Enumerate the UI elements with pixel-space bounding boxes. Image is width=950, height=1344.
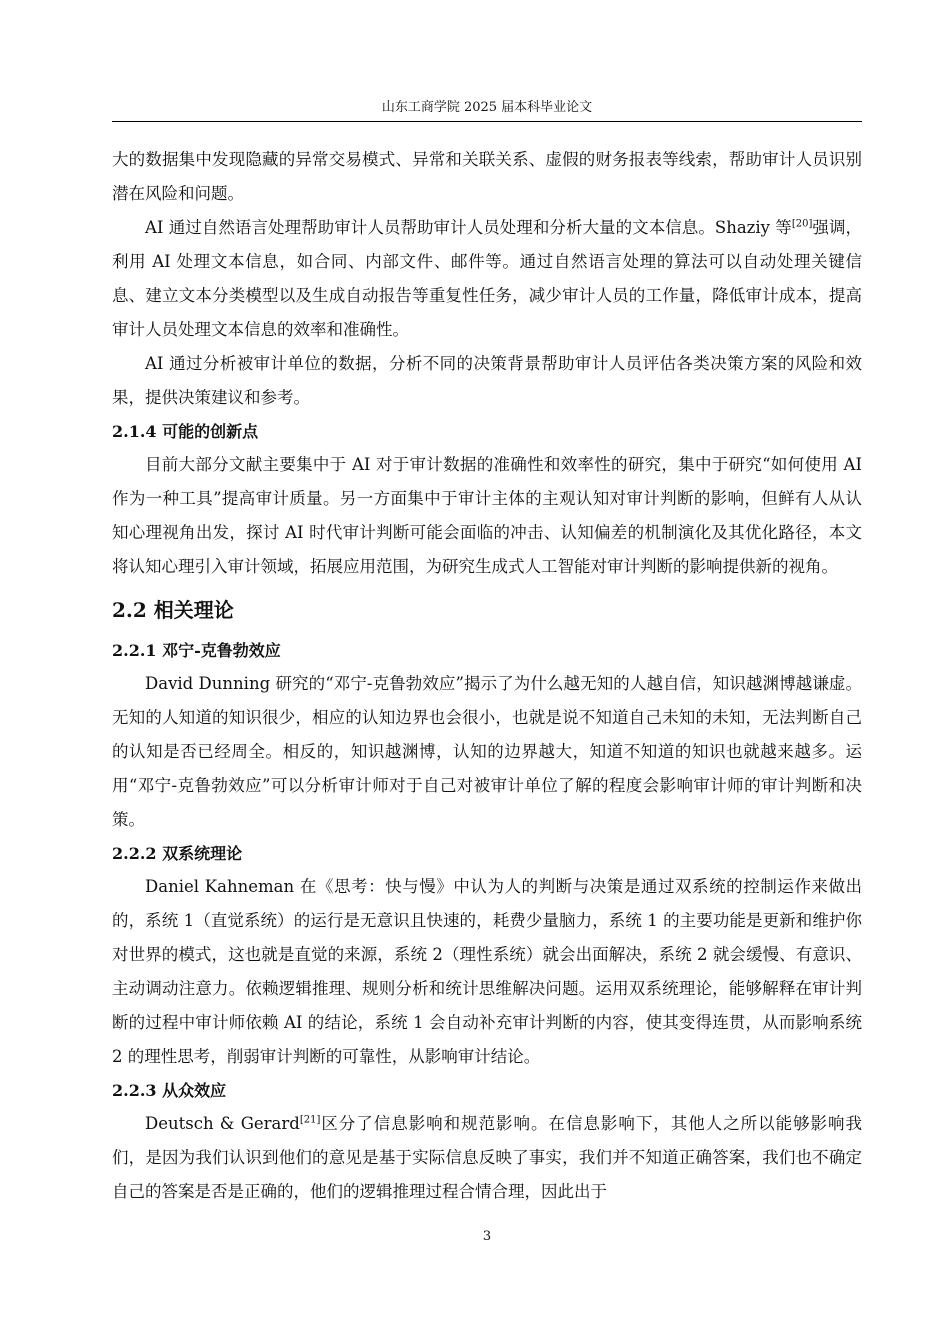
header-rule <box>112 121 862 122</box>
paragraph-decision: AI 通过分析被审计单位的数据，分析不同的决策背景帮助审计人员评估各类决策方案的风险和效果，提供决策建议和参考。 <box>112 354 862 407</box>
citation-21: [21] <box>299 1114 321 1126</box>
paragraph-nlp-text-b: 强调，利用 AI 处理文本信息，如合同、内部文件、邮件等。通过自然语言处理的算法可以自动处理关键信息、建立文本分类模型以及生成自动报告等重复性任务，减少审计人员的工作量，降低审计成本，提高审计人员处理文本信息的效率和准确性。 <box>112 218 863 339</box>
paragraph-continued: 大的数据集中发现隐藏的异常交易模式、异常和关联关系、虚假的财务报表等线索，帮助审计人员识别潜在风险和问题。 <box>112 150 862 203</box>
heading-2-1-4: 2.1.4 可能的创新点 <box>112 422 259 441</box>
heading-2-2-2: 2.2.2 双系统理论 <box>112 844 243 863</box>
paragraph-dunning-kruger: David Dunning 研究的“邓宁-克鲁勃效应”揭示了为什么越无知的人越自信，知识越渊博越谦虚。无知的人知道的知识很少，相应的认知边界也会很小，也就是说不知道自己未知的未知，无法判断自己的认知是否已经周全。相反的，知识越渊博，认知的边界越大，知道不知道的知识也就越来越多。运用“邓宁-克鲁勃效应”可以分析审计师对于自己对被审计单位了解的程度会影响审计师的审计判断和决策。 <box>112 674 862 829</box>
paragraph-nlp-text-a: AI 通过自然语言处理帮助审计人员帮助审计人员处理和分析大量的文本信息。Shaziy 等 <box>145 218 792 237</box>
paragraph-nlp <box>112 211 862 347</box>
heading-2-2-1: 2.2.1 邓宁-克鲁勃效应 <box>112 641 281 660</box>
citation-20: [20] <box>791 218 813 230</box>
paragraph-innovation: 目前大部分文献主要集中于 AI 对于审计数据的准确性和效率性的研究，集中于研究“如何使用 AI 作为一种工具”提高审计质量。另一方面集中于审计主体的主观认知对审计判断的影响，但鲜有人从认知心理视角出发，探讨 AI 时代审计判断可能会面临的冲击、认知偏差的机制演化及其优化路径，本文将认知心理引入审计领域，拓展应用范围，为研究生成式人工智能对审计判断的影响提供新的视角。 <box>112 455 862 576</box>
heading-2-2-3: 2.2.3 从众效应 <box>112 1081 227 1100</box>
running-header: 山东工商学院 2025 届本科毕业论文 <box>381 100 593 115</box>
page-number: 3 <box>482 1229 492 1244</box>
paragraph-conformity <box>112 1107 862 1209</box>
heading-2-2: 2.2 相关理论 <box>112 598 234 622</box>
page-body <box>112 143 862 1209</box>
paragraph-conformity-text-b: 区分了信息影响和规范影响。在信息影响下，其他人之所以能够影响我们，是因为我们认识到他们的意见是基于实际信息反映了事实，我们并不知道正确答案，我们也不确定自己的答案是否是正确的，他们的逻辑推理过程合情合理，因此出于 <box>112 1114 862 1201</box>
paragraph-dual-system: Daniel Kahneman 在《思考：快与慢》中认为人的判断与决策是通过双系统的控制运作来做出的，系统 1（直觉系统）的运行是无意识且快速的，耗费少量脑力，系统 1 的主要功能是更新和维护你对世界的模式，这也就是直觉的来源，系统 2（理性系统）就会出面解决，系统 2 就会缓慢、有意识、主动调动注意力。依赖逻辑推理、规则分析和统计思维解决问题。运用双系统理论，能够解释在审计判断的过程中审计师依赖 AI 的结论，系统 1 会自动补充审计判断的内容，使其变得连贯，从而影响系统 2 的理性思考，削弱审计判断的可靠性，从影响审计结论。 <box>112 877 862 1066</box>
paragraph-conformity-text-a: Deutsch & Gerard <box>145 1114 300 1133</box>
